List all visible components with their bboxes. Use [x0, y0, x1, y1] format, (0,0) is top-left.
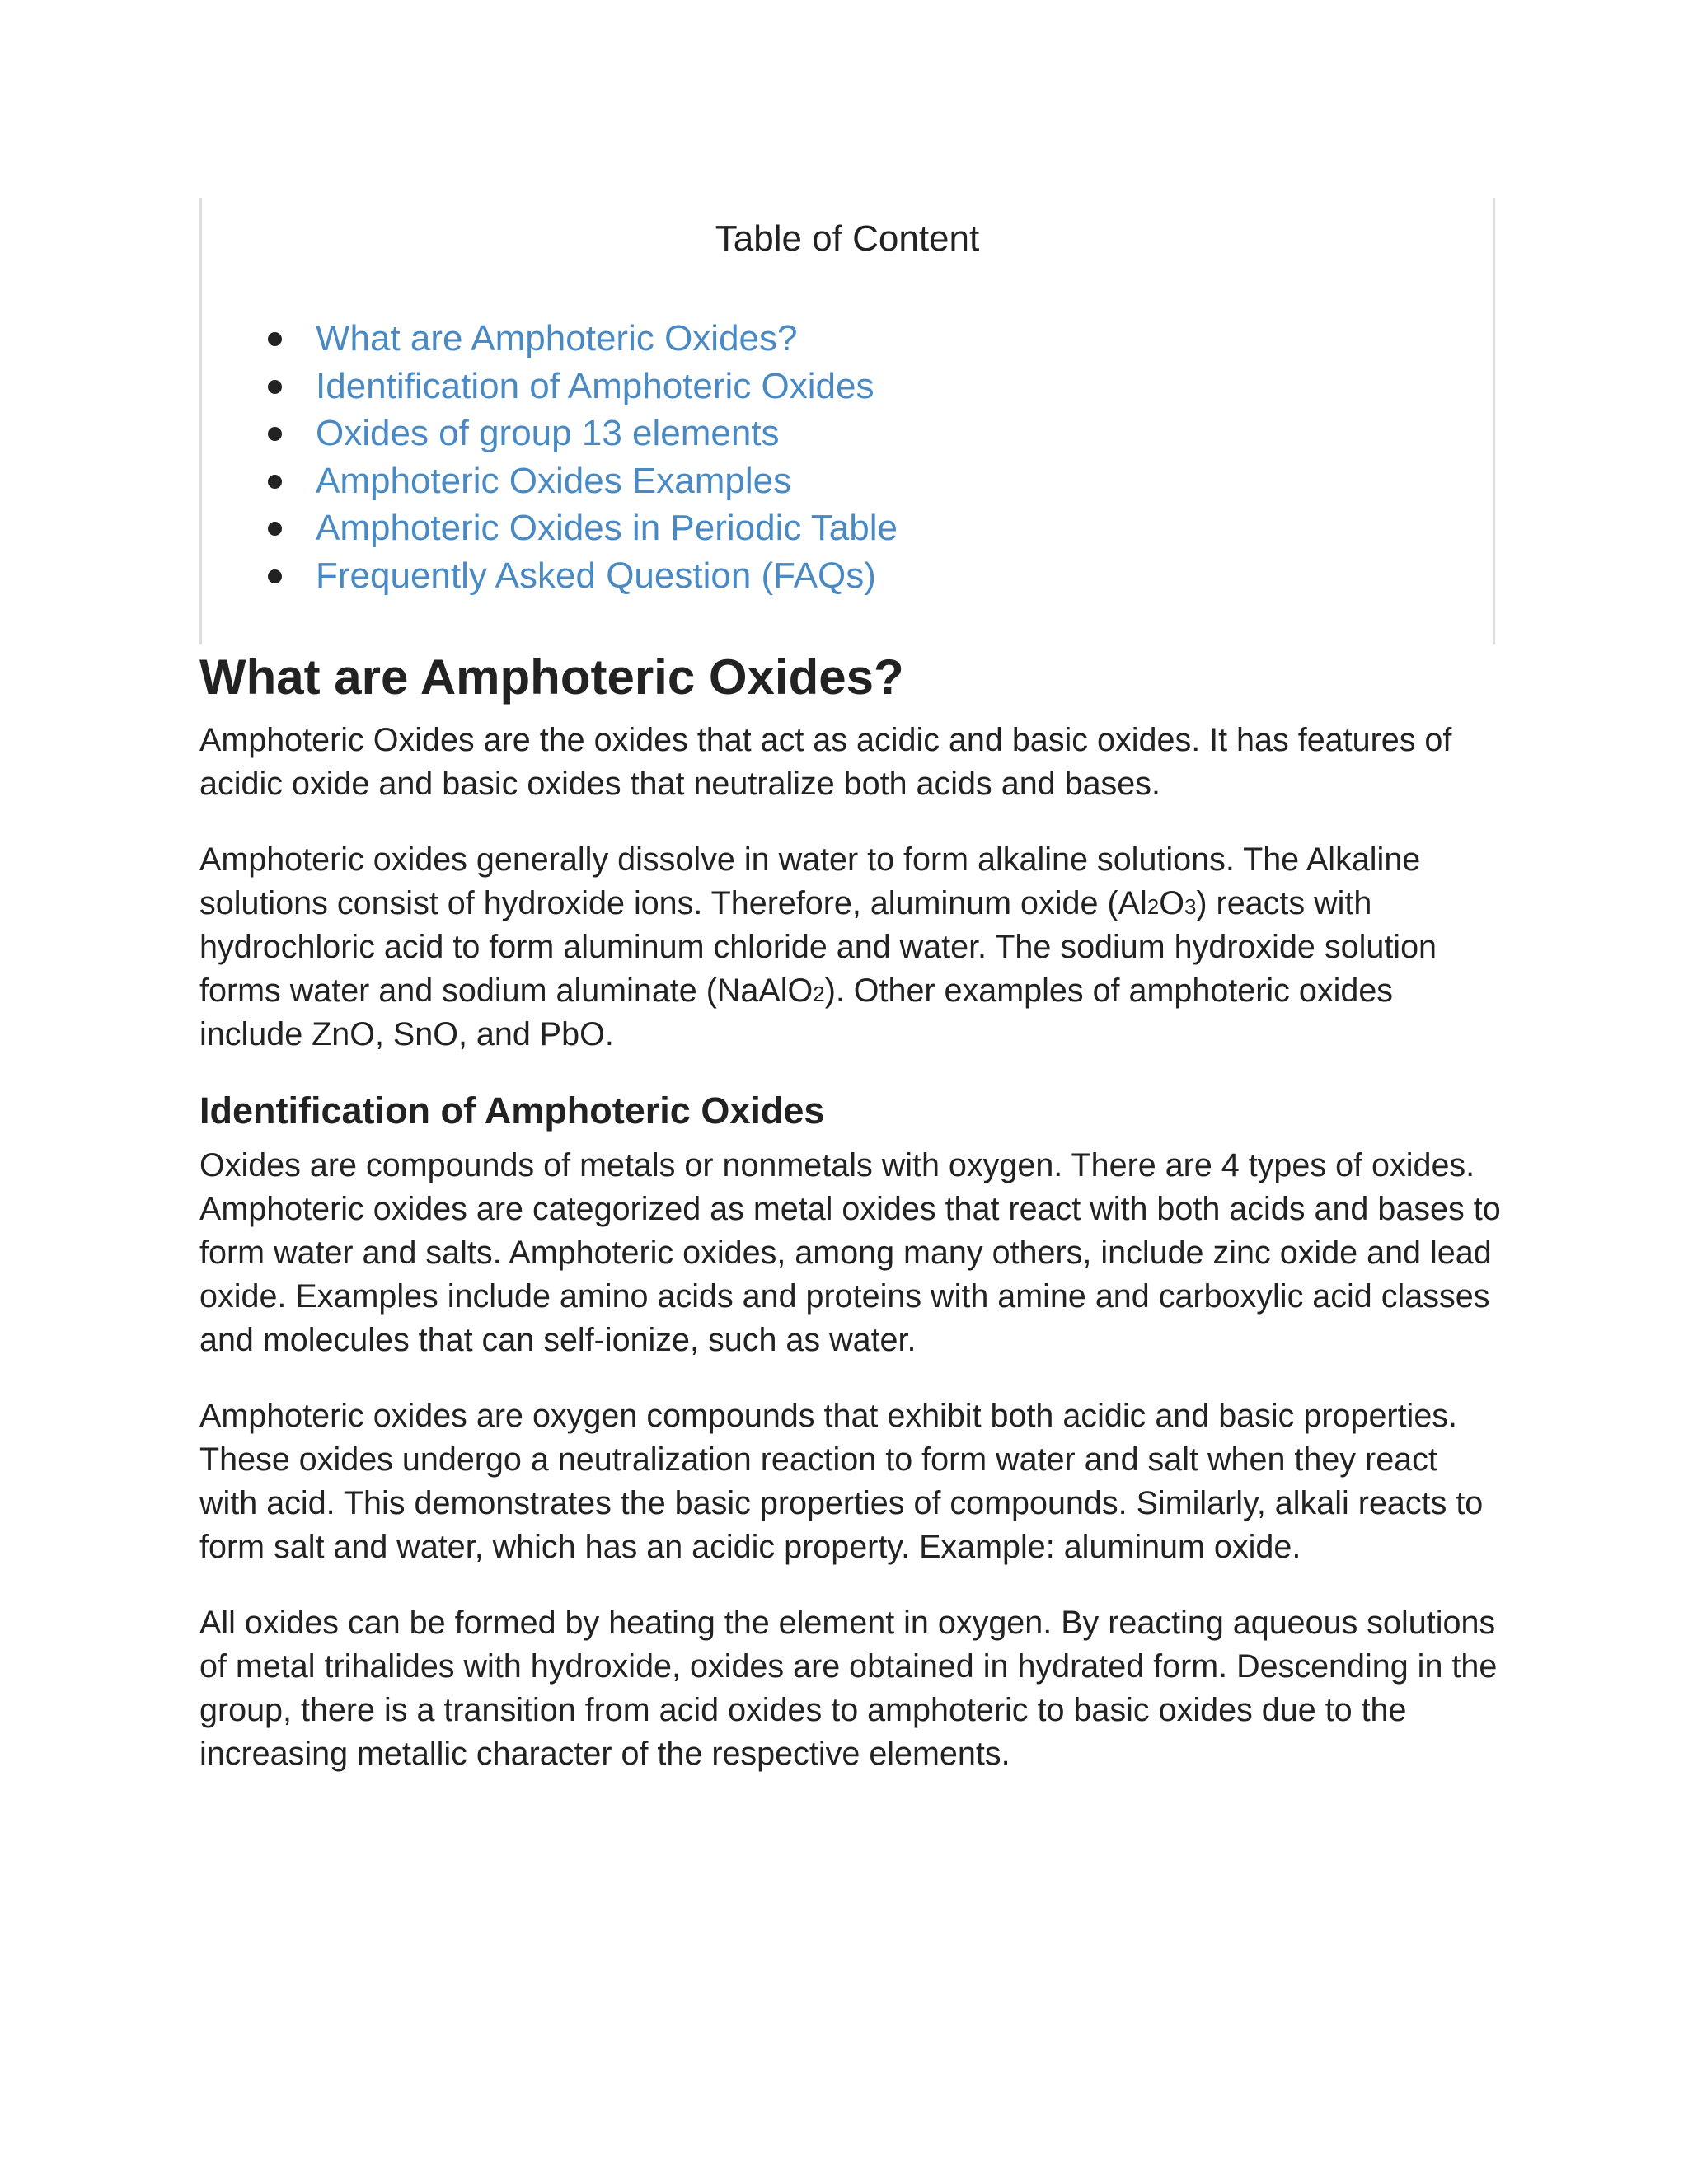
article-content: [199, 643, 1502, 1776]
toc-title: Table of Content: [715, 218, 980, 259]
bullet-icon: [268, 522, 282, 536]
toc-item: [202, 457, 898, 505]
section-heading-identification: Identification of Amphoteric Oxides: [199, 1090, 825, 1132]
paragraph: Oxides are compounds of metals or nonmetals with oxygen. There are 4 types of oxides. Amphoteric oxides are categorized as metal oxides that react with both acids and bases to form water and salts. Amphoteric oxides, among many others, include zinc oxide and lead oxide. Examples include amino acids and proteins with amine and carboxylic acid classes and molecules that can self-ionize, such as water.: [199, 1147, 1501, 1358]
bullet-icon: [268, 380, 282, 394]
text-run: O: [1159, 885, 1184, 921]
subscript: 3: [1184, 894, 1197, 919]
toc-link-what-are-amphoteric-oxides[interactable]: What are Amphoteric Oxides?: [316, 318, 798, 359]
paragraph: All oxides can be formed by heating the element in oxygen. By reacting aqueous solutions of metal trihalides with hydroxide, oxides are obtained in hydrated form. Descending in the group, there is a transition from acid oxides to amphoteric to basic oxides due to the increasing metallic character of the respective elements.: [199, 1605, 1498, 1772]
bullet-icon: [268, 569, 282, 583]
toc-link-identification[interactable]: Identification of Amphoteric Oxides: [316, 365, 874, 406]
text-run: ) reacts with hydrochloric acid to form aluminum chloride and water. The sodium hydroxide solution forms water and sodium aluminate (NaAlO: [199, 885, 1437, 1009]
toc-item: [202, 410, 898, 457]
toc-item: [202, 552, 898, 600]
section-heading-what-are-amphoteric-oxides: What are Amphoteric Oxides?: [199, 649, 904, 705]
bullet-icon: [268, 332, 282, 346]
toc-item: [202, 315, 898, 363]
bullet-icon: [268, 427, 282, 441]
toc-list: [202, 315, 898, 600]
subscript: 2: [1146, 894, 1160, 919]
toc-item: [202, 363, 898, 410]
text-run: Amphoteric oxides generally dissolve in water to form alkaline solutions. The Alkaline solutions consist of hydroxide ions. Therefore, aluminum oxide (Al: [199, 841, 1421, 921]
bullet-icon: [268, 475, 282, 489]
toc-link-group-13-oxides[interactable]: Oxides of group 13 elements: [316, 413, 780, 454]
paragraph: [199, 838, 1502, 1057]
toc-link-periodic-table[interactable]: Amphoteric Oxides in Periodic Table: [316, 508, 898, 549]
toc-link-examples[interactable]: Amphoteric Oxides Examples: [316, 460, 792, 501]
text-run: ). Other examples of amphoteric oxides include ZnO, SnO, and PbO.: [199, 972, 1394, 1052]
subscript: 2: [813, 982, 825, 1006]
toc-link-faqs[interactable]: Frequently Asked Question (FAQs): [316, 555, 876, 596]
paragraph: Amphoteric oxides are oxygen compounds that exhibit both acidic and basic properties. These oxides undergo a neutralization reaction to form water and salt when they react with acid. This demonstrates the basic properties of compounds. Similarly, alkali reacts to form salt and water, which has an acidic property. Example: aluminum oxide.: [199, 1398, 1484, 1565]
table-of-contents: [199, 198, 1495, 644]
toc-item: [202, 504, 898, 552]
paragraph: Amphoteric Oxides are the oxides that act as acidic and basic oxides. It has features of acidic oxide and basic oxides that neutralize both acids and bases.: [199, 722, 1452, 802]
